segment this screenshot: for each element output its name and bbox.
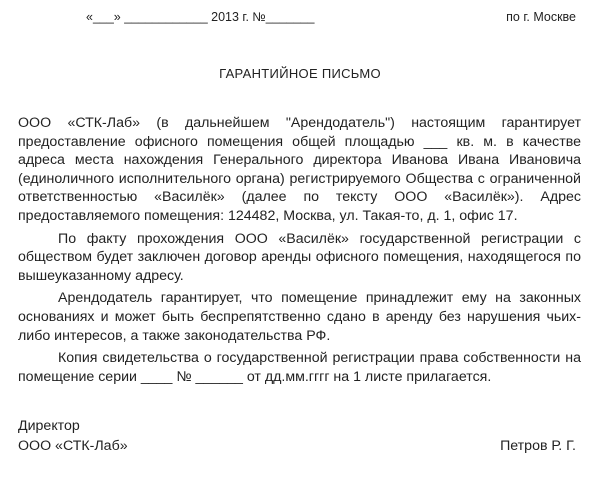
signatory-position: Директор xyxy=(18,418,80,434)
signatory-name: Петров Р. Г. xyxy=(500,438,576,454)
date-number-line: «___» ____________ 2013 г. №_______ xyxy=(86,10,315,24)
document-title: ГАРАНТИЙНОЕ ПИСЬМО xyxy=(219,66,381,81)
letter-body xyxy=(18,114,581,390)
paragraph-ownership: Арендодатель гарантирует, что помещение принадлежит ему на законных основаниях и может быть беспрепятственно сдано в аренду без нарушения чьих-либо интересов, а также законодательства РФ. xyxy=(18,290,581,344)
signatory-company: ООО «СТК-Лаб» xyxy=(18,438,128,454)
signature-block xyxy=(18,416,128,456)
paragraph-guarantee: ООО «СТК-Лаб» (в дальнейшем "Арендодатель") настоящим гарантирует предоставление офисного помещения общей площадью ___ кв. м. в качестве адреса места нахождения Генерального директора Иванова Ивана Ивановича (единоличного исполнительного органа) регистрируемого Общества с ограниченной ответственностью «Василёк» (далее по тексту ООО «Василёк»). Адрес предоставляемого помещения: 124482, Москва, ул. Такая-то, д. 1, офис 17. xyxy=(18,115,581,224)
city-label: по г. Москве xyxy=(506,10,576,24)
paragraph-certificate: Копия свидетельства о государственной регистрации права собственности на помещение серии ____ № ______ от дд.мм.гггг на 1 листе прилагается. xyxy=(18,350,581,385)
paragraph-registration: По факту прохождения ООО «Василёк» государственной регистрации с обществом будет заключен договор аренды офисного помещения, находящегося по вышеуказанному адресу. xyxy=(18,230,581,284)
